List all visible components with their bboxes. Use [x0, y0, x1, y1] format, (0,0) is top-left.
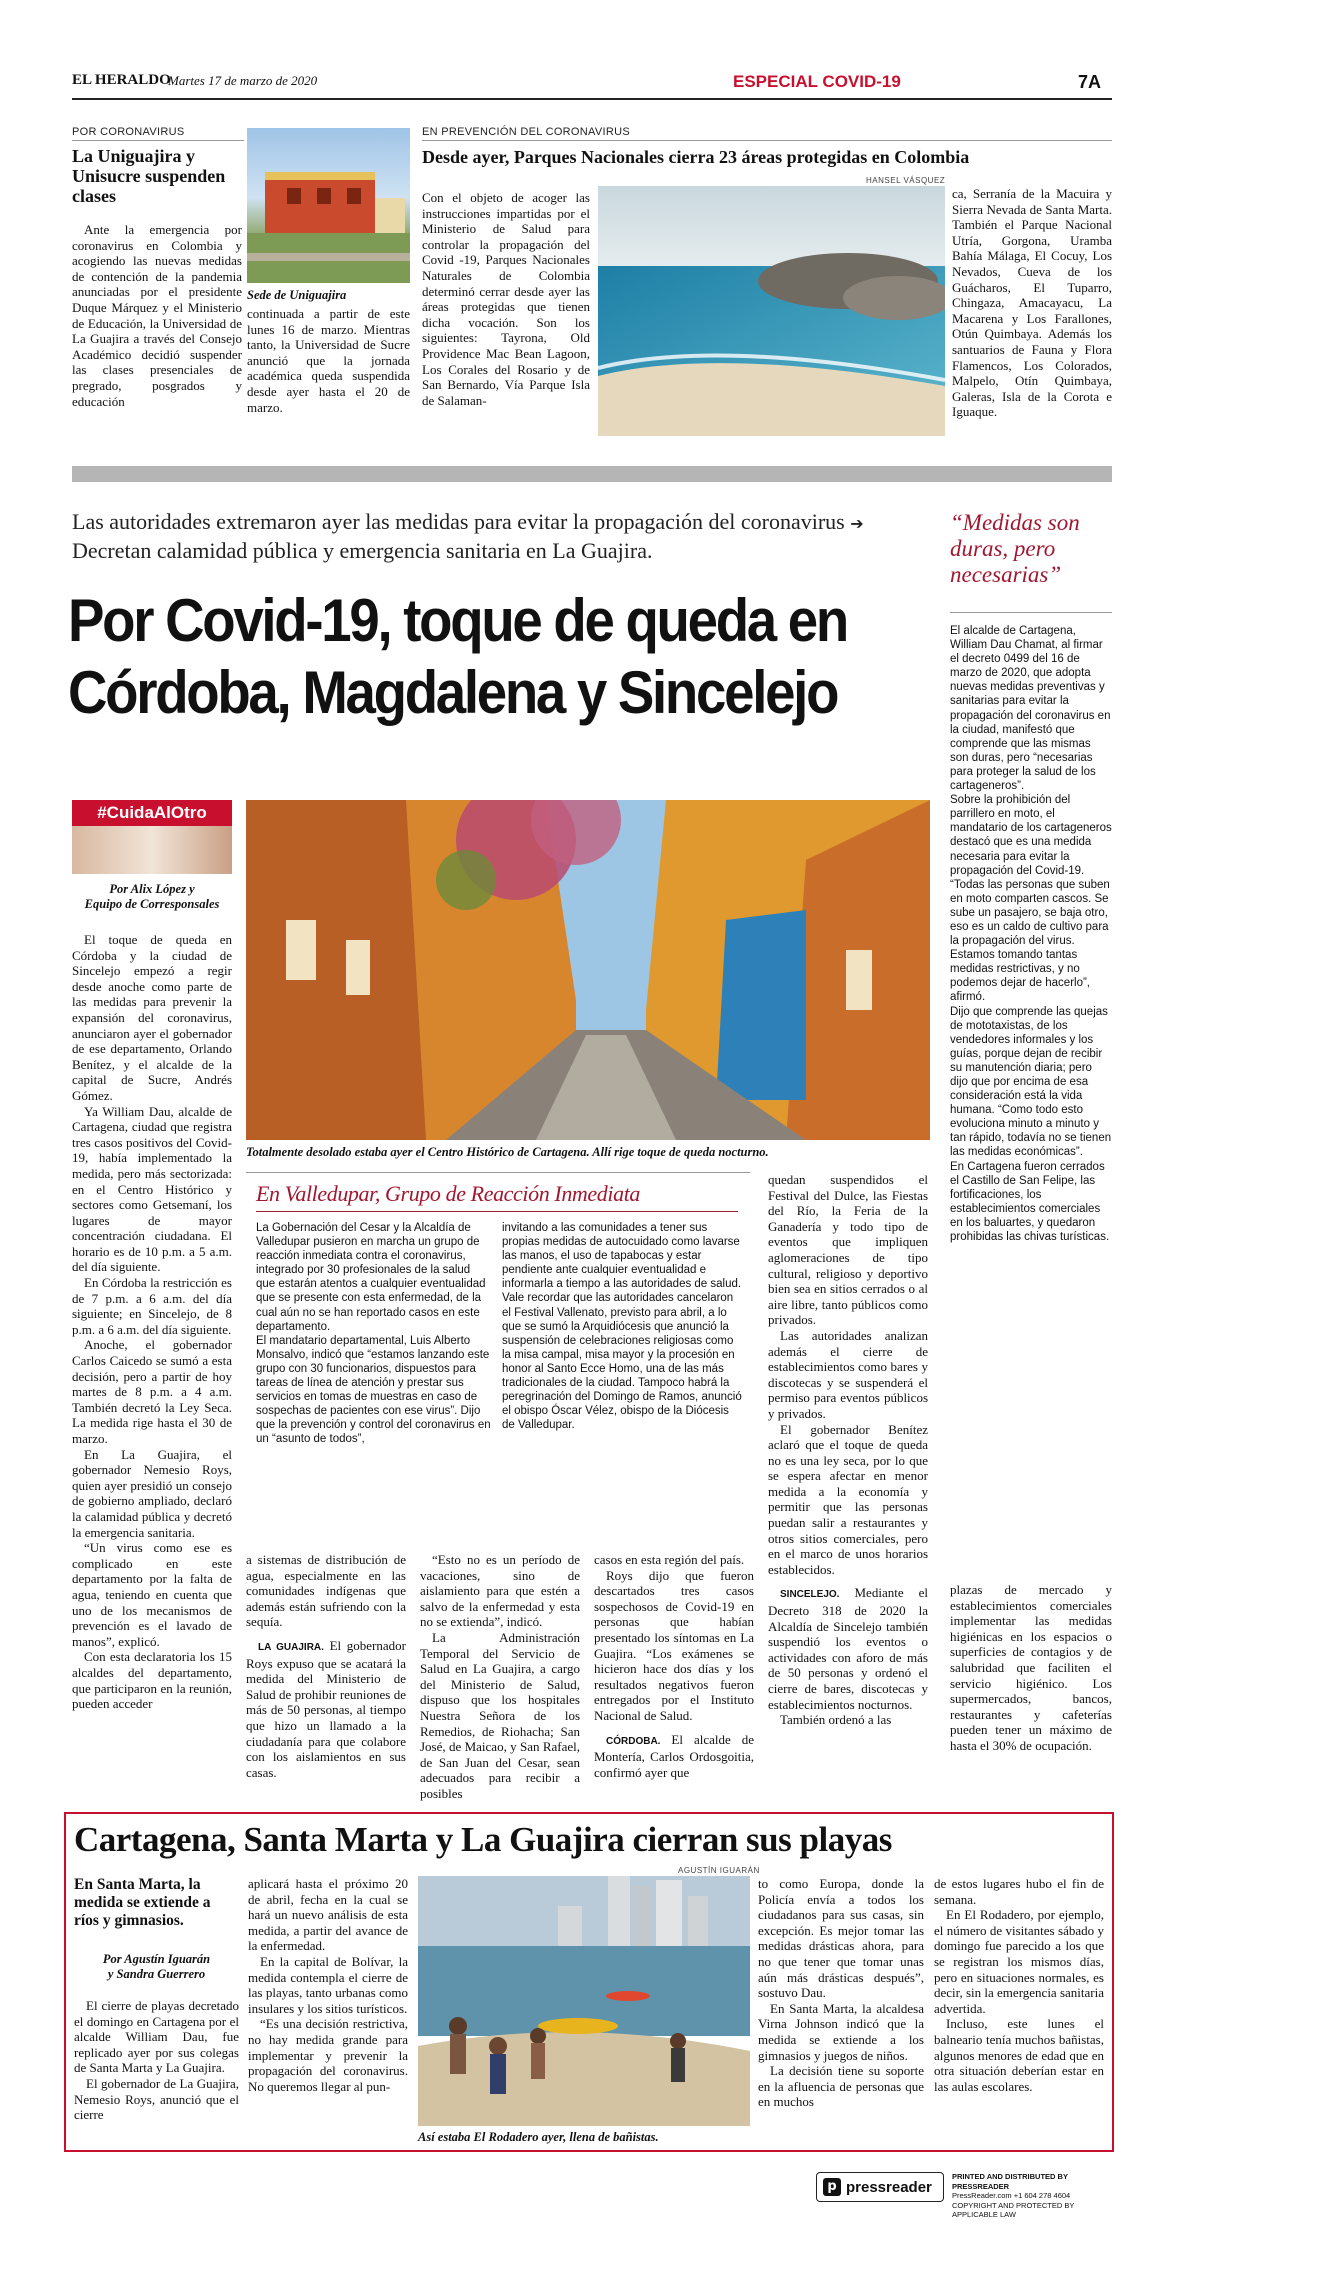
parques-kicker: EN PREVENCIÓN DEL CORONAVIRUS [422, 126, 1112, 141]
main-byline: Por Alix López y Equipo de Corresponsales [84, 882, 220, 911]
pressreader-info: PRINTED AND DISTRIBUTED BY PRESSREADER PressReader.com +1 604 278 4604 COPYRIGHT AND PROTECTED BY APPLICABLE LAW [952, 2172, 1075, 2219]
uniguajira-photo [247, 128, 410, 283]
valledupar-rule [256, 1211, 738, 1212]
beaches-credit: AGUSTÍN IGUARÁN [678, 1866, 760, 1875]
cuida-al-otro-badge: #CuidaAlOtro [72, 800, 232, 826]
main-photo [246, 800, 930, 1140]
uniguajira-kicker: POR CORONAVIRUS [72, 126, 244, 141]
beaches-deck: En Santa Marta, la medida se extiende a ríos y gimnasios. [74, 1876, 211, 1929]
main-column-5: quedan suspendidos el Festival del Dulce, las Fiestas del Río, la Feria de la Ganadería y todo tipo de eventos que impliquen aglomeraciones de tipo cultural, religioso y deportivo bien sea en sitios cerrados o al aire libre, tanto públicos como privados. Las autoridades analizan además el cierre de establecimientos como bares y discotecas y se suspenderá el permiso para eventos públicos y privados. El gobernador Benítez aclaró que el toque de queda no es una ley seca, por lo que se espera afectar en menor medida a la economía y permitir que las personas puedan salir a restaurantes y otros sitios comerciales, pero en el marco de unos horarios establecidos. SINCELEJO. Mediante el Decreto 318 de 2020 la Alcaldía de Sincelejo también suspendió los eventos o actividades con aforo de más de 50 personas y ordenó el cierre de bares, discotecas y establecimientos nocturnos. También ordenó a las [768, 1172, 928, 1728]
main-photo-caption: Totalmente desolado estaba ayer el Centro Histórico de Cartagena. Allí rige toque de queda nocturno. [246, 1145, 769, 1159]
masthead-section: ESPECIAL COVID-19 [733, 72, 901, 91]
masthead-page: 7A [1078, 72, 1102, 92]
main-column-1: El toque de queda en Córdoba y la ciudad de Sincelejo empezó a regir desde anoche como parte de las medidas para prevenir la expansión del coronavirus, anunciaron ayer el gobernador de ese departamento, Orlando Benítez, y el alcalde de la capital de Sucre, Andrés Gómez. Ya William Dau, alcalde de Cartagena, ciudad que registra tres casos positivos del Covid-19, había implementado la medida, pero más sectorizada: en el Centro Histórico y sectores como Getsemaní, los lugares de mayor concentración ciudadana. El horario es de 10 p.m. a 5 a.m. del día siguiente. En Córdoba la restricción es de 7 p.m. a 6 a.m. del día siguiente; en Sincelejo, de 8 p.m. a 6 a.m. del día siguiente. Anoche, el gobernador Carlos Caicedo se sumó a esta decisión, pero a partir de hoy martes de 8 p.m. a 4 a.m. También decretó la Ley Seca. La medida rige hasta el 30 de marzo. En La Guajira, el gobernador Nemesio Roys, quien ayer presidió un consejo de gobierno ampliado, declaró la calamidad pública y decretó la emergencia sanitaria. “Un virus como ese es complicado en este departamento por la falta de agua, teniendo en cuenta que uno de los mecanismos de prevención es el lavado de manos”, explicó. Con esta declaratoria los 15 alcaldes del departamento, que participaron en la reunión, pueden acceder [72, 932, 232, 1712]
valledupar-headline: En Valledupar, Grupo de Reacción Inmediata [256, 1181, 641, 1206]
cordoba-label: CÓRDOBA. [606, 1735, 661, 1747]
parques-photo [598, 186, 945, 436]
beaches-column-1: El cierre de playas decretado el domingo en Cartagena por el alcalde William Dau, fue replicado ayer por sus colegas de Santa Marta y La Guajira. El gobernador de La Guajira, Nemesio Roys, anunció que el cierre [74, 1998, 239, 2123]
masthead-date: Martes 17 de marzo de 2020 [168, 73, 318, 88]
beaches-box [64, 1812, 1114, 2152]
beaches-headline: Cartagena, Santa Marta y La Guajira cierran sus playas [74, 1820, 892, 1859]
valledupar-col-b: invitando a las comunidades a tener sus propias medidas de autocuidado como lavarse las manos, el uso de tapabocas y estar pendiente ante cualquier eventualidad e informarla a tiempo a las autoridades de salud. Vale recordar que las autoridades cancelaron el Festival Vallenato, previsto para abril, a lo que se sumó la Arquidiócesis que anunció la suspensión de celebraciones religiosas como la misa campal, misa mayor y la procesión en honor al Santo Ecce Homo, una de las más tradicionales de la ciudad. Tampoco habrá la peregrinación del Domingo de Ramos, anunció el obispo Óscar Vélez, obispo de la Diócesis de Valledupar. [502, 1222, 742, 1432]
section-separator [72, 466, 1112, 482]
uniguajira-body: Ante la emergencia por coronavirus en Colombia y acogiendo las nuevas medidas de contención de la pandemia anunciadas por el presidente Duque Márquez y el Ministerio de Educación, la Universidad de La Guajira a través del Consejo Académico decidió suspender las clases presenciales de pregrado, posgrados y educación [72, 222, 242, 409]
beaches-column-3: to como Europa, donde la Policía envía a todos los ciudadanos para sus casas, sin excepción. Es mejor tomar las medidas drásticas ahora, para no que tener que tomar unas aún más drásticas después”, sostuvo Dau. En Santa Marta, la alcaldesa Virna Johnson indicó que la medida se extiende a los gimnasios y juegos de niños. La decisión tiene su soporte en la afluencia de personas que en muchos [758, 1876, 924, 2110]
uniguajira-body2: continuada a partir de este lunes 16 de marzo. Mientras tanto, la Universidad de Sucre anunció que la jornada académica queda suspendida desde ayer hasta el 20 de marzo. [247, 306, 410, 415]
uniguajira-headline: La Uniguajira y Unisucre suspenden clases [72, 146, 226, 206]
main-column-6: plazas de mercado y establecimientos comerciales implementar las medidas higiénicas en los espacios o superficies de contagios y de salubridad que faciliten el servicio higiénico. Los supermercados, bancos, restaurantes y cafeterías pueden tener un máximo de hasta el 30% de ocupación. [950, 1582, 1112, 1753]
sidebar-quote: “Medidas son duras, pero necesarias” [950, 510, 1080, 587]
beaches-photo-caption: Así estaba El Rodadero ayer, llena de bañistas. [418, 2130, 659, 2144]
uniguajira-caption: Sede de Uniguajira [247, 288, 347, 302]
beaches-column-4: de estos lugares hubo el fin de semana. En El Rodadero, por ejemplo, el número de visitantes sábado y domingo fue parecido a los que se registran los mismos días, pero en situaciones normales, es decir, sin la emergencia sanitaria advertida. Incluso, este lunes el balneario tenía muchos bañistas, algunos menores de edad que en otra situación deberían estar en las aulas escolares. [934, 1876, 1104, 2094]
arrow-right-icon: ➔ [850, 514, 864, 533]
valledupar-box [246, 1172, 750, 1542]
parques-body2: ca, Serranía de la Macuira y Sierra Nevada de Santa Marta. También el Parque Nacional Utría, Gorgona, Uramba Bahía Málaga, El Cocuy, Los Nevados, Cueva de los Guácharos, El Tuparro, Chingaza, Amacayacu, La Macarena y Los Farallones, Otún Quimbaya. Además los santuarios de Fauna y Flora Flamencos, Los Colorados, Malpelo, Otín Quimbaya, Galeras, Isla de la Corota e Iguaque. [952, 186, 1112, 420]
main-column-2: a sistemas de distribución de agua, especialmente en las comunidades indígenas que además están sufriendo con la sequía. LA GUAJIRA. El gobernador Roys expuso que se acatará la medida del Ministerio de Salud de prohibir reuniones de más de 50 personas, al tiempo que hizo un llamado a la ciudadanía para que colabore con los aislamientos en sus casas. [246, 1552, 406, 1780]
parques-headline: Desde ayer, Parques Nacionales cierra 23 áreas protegidas en Colombia [422, 147, 970, 167]
badge-hands-image [72, 826, 232, 874]
la-guajira-label: LA GUAJIRA. [258, 1641, 324, 1653]
valledupar-col-a: La Gobernación del Cesar y la Alcaldía de Valledupar pusieron en marcha un grupo de reacción inmediata contra el coronavirus, integrado por 30 profesionales de la salud que estarán atentos a cualquier eventualidad que se presente con esta enfermedad, de la cual aún no se han reportado casos en este departamento. El mandatario departamental, Luis Alberto Monsalvo, indicó que “estamos lanzando este grupo con 30 funcionarios, dispuestos para tareas de línea de atención y prestar sus servicios en tomas de muestras en caso de sospechas de pacientes con ese virus”. Dijo que la prevención y control del coronavirus en un “asunto de todos”, [256, 1222, 491, 1446]
beaches-photo [418, 1876, 750, 2126]
parques-body1: Con el objeto de acoger las instrucciones impartidas por el Ministerio de Salud para controlar la propagación del Covid -19, Parques Nacionales Naturales de Colombia determinó cerrar desde ayer las áreas protegidas que tienen dicha vocación. Son los siguientes: Tayrona, Old Providence Mac Bean Lagoon, Los Corales del Rosario y de San Bernardo, Vía Parque Isla de Salaman- [422, 190, 590, 408]
main-headline: Por Covid-19, toque de queda en Córdoba, Magdalena y Sincelejo [68, 587, 847, 726]
beaches-column-2: aplicará hasta el próximo 20 de abril, fecha en la cual se hará un nuevo análisis de esta medida, a partir del avance de la enfermedad. En la capital de Bolívar, la medida contempla el cierre de las playas, tanto urbanas como insulares y los sitios turísticos. “Es una decisión restrictiva, no hay medida grande para implementar y prevenir la propagación del coronavirus. No queremos llegar al pun- [248, 1876, 408, 2094]
pressreader-brand: pressreader [846, 2178, 932, 2196]
pressreader-icon: p [823, 2178, 841, 2196]
sidebar-quote-rule [950, 612, 1112, 613]
pressreader-logo[interactable] [816, 2172, 944, 2202]
sidebar-body: El alcalde de Cartagena, William Dau Chamat, al firmar el decreto 0499 del 16 de marzo de 2020, que adopta nuevas medidas preventivas y sanitarias para evitar la propagación del coronavirus en la ciudad, manifestó que comprende que las mismas son duras, pero “necesarias para proteger la salud de los cartageneros”. Sobre la prohibición del parrillero en moto, el mandatario de los cartageneros destacó que es una medida necesaria para evitar la propagación del Covid-19. “Todas las personas que suben en moto comparten cascos. Se sube un pasajero, se baja otro, eso es un caldo de cultivo para la propagación del virus. Estamos tomando tantas medidas restrictivas, y no podemos dejar de hacerlo”, afirmó. Dijo que comprende las quejas de mototaxistas, de los vendedores informales y los guías, porque dejan de recibir su manutención diaria; pero dijo que por encima de esa consideración está la vida humana. “Como todo esto evoluciona minuto a minuto y tan rápido, todavía no se tienen las medidas económicas”. En Cartagena fueron cerrados el Castillo de San Felipe, las fortificaciones, los establecimientos comerciales en los baluartes, y quedaron prohibidas las chivas turísticas. [950, 625, 1112, 1244]
main-column-3: “Esto no es un período de vacaciones, sino de aislamiento para que estén a salvo de la enfermedad y esta no se extienda”, indicó. La Administración Temporal del Servicio de Salud en La Guajira, a cargo del Ministerio de Salud, dispuso que los hospitales Nuestra Señora de los Remedios, de Riohacha; San José, de Maicao, y San Rafael, de San Juan del Cesar, sean adecuados para recibir a posibles [420, 1552, 580, 1801]
sincelejo-label: SINCELEJO. [780, 1589, 840, 1601]
beaches-byline: Por Agustín Iguarán y Sandra Guerrero [102, 1952, 211, 1981]
masthead-paper: EL HERALDO [72, 72, 171, 88]
main-deck: Las autoridades extremaron ayer las medidas para evitar la propagación del coronavirus ➔ Decretan calamidad pública y emergencia sanitaria en La Guajira. [72, 509, 864, 563]
parques-credit: HANSEL VÁSQUEZ [866, 176, 946, 185]
main-column-4: casos en esta región del país. Roys dijo que fueron descartados tres casos sospechosos de Covid-19 en personas que habían presentado los síntomas en La Guajira. “Los exámenes se hicieron hace dos días y los resultados negativos fueron entregados por el Instituto Nacional de Salud. CÓRDOBA. El alcalde de Montería, Carlos Ordosgoitia, confirmó ayer que [594, 1552, 754, 1780]
masthead-rule [72, 98, 1112, 100]
